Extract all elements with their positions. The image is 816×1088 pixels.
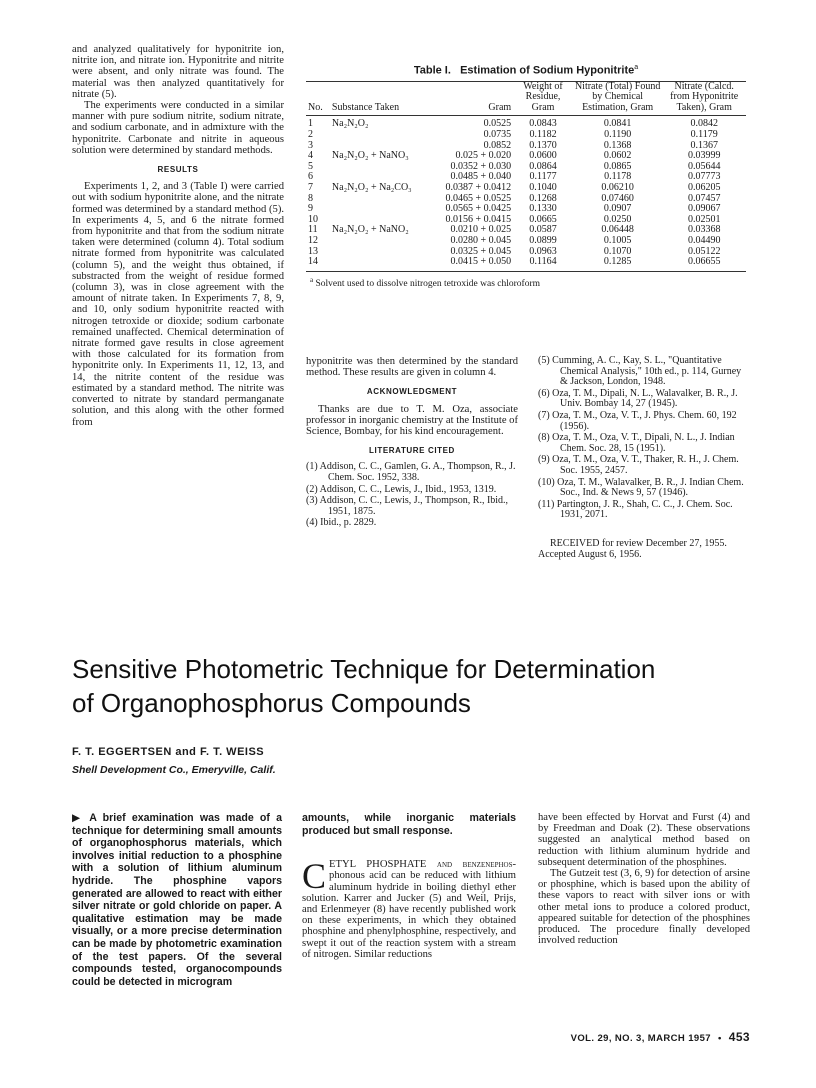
residue-cell: 0.1330 (529, 203, 557, 215)
substance-cell (330, 257, 444, 268)
article-middle-column (302, 812, 516, 960)
journal-issue: VOL. 29, NO. 3, MARCH 1957 (570, 1033, 711, 1044)
nitrate-found-cell: 0.0865 (603, 160, 632, 172)
table-row (306, 130, 746, 141)
gram-cell: 0.0465 + 0.0525 (445, 192, 512, 204)
substance-cell (330, 247, 444, 258)
nitrate-found-cell: 0.0602 (603, 150, 632, 162)
estimation-table (306, 82, 746, 268)
row-number: 11 (308, 224, 318, 236)
residue-cell: 0.1177 (529, 171, 557, 183)
residue-cell: 0.0963 (529, 245, 557, 257)
header-substance: Substance Taken (331, 101, 400, 113)
row-number: 6 (308, 171, 313, 183)
gram-cell: 0.0852 (483, 139, 512, 151)
table-row (306, 236, 746, 247)
table-block (306, 64, 746, 289)
residue-cell: 0.1370 (529, 139, 557, 151)
nitrate-calcd-cell: 0.1367 (690, 139, 718, 151)
table-bottom-rule (306, 271, 746, 272)
abstract (72, 812, 282, 988)
nitrate-calcd-cell: 0.05644 (687, 160, 721, 172)
table-title-mark: a (634, 64, 639, 71)
footnote-mark: a (310, 275, 314, 284)
nitrate-found-cell: 0.0250 (603, 213, 632, 225)
body-text: phonous acid can be reduced with lithium aluminum hydride in boiling diethyl ether solution. Karrer and Jucker (5) and Weil, Prijs, and Erlenmeyer (8) have recently published work on these experiments, in which they obtained phosphine and phenylphosphine, respectively, and swept it out of the reaction system with a stream of nitrogen. Similar reductions (302, 870, 516, 960)
gram-cell: 0.0156 + 0.0415 (445, 213, 512, 225)
table-title (306, 64, 746, 77)
gram-cell: 0.0352 + 0.030 (450, 160, 512, 172)
nitrate-found-cell: 0.1070 (603, 245, 632, 257)
nitrate-calcd-cell: 0.04490 (687, 234, 721, 246)
residue-cell: 0.1182 (529, 129, 557, 141)
nitrate-calcd-cell: 0.0842 (690, 118, 718, 130)
nitrate-calcd-cell: 0.05122 (687, 245, 721, 257)
table-label: Table I. (413, 64, 451, 77)
gram-cell: 0.0325 + 0.045 (450, 245, 512, 257)
table-row (306, 162, 746, 173)
row-number: 2 (308, 129, 313, 141)
residue-cell: 0.0899 (529, 234, 557, 246)
page-footer (571, 1030, 750, 1044)
substance-cell (330, 194, 444, 205)
nitrate-found-cell: 0.06210 (601, 182, 634, 193)
reference-item: (1) Addison, C. C., Gamlen, G. A., Thompson, R., J. Chem. Soc. 1952, 338. (306, 461, 516, 484)
abstract-marker: ▶ (72, 812, 84, 824)
table-row (306, 204, 746, 215)
table-row (306, 247, 746, 258)
residue-cell: 0.0665 (529, 213, 557, 225)
gram-cell: 0.0280 + 0.045 (450, 234, 512, 246)
nitrate-calcd-cell: 0.09067 (687, 203, 721, 215)
header-no: No. (308, 101, 323, 113)
nitrate-found-cell: 0.0841 (603, 118, 632, 130)
reference-item: (3) Addison, C. C., Lewis, J., Thompson, R., Ibid., 1951, 1875. (306, 495, 509, 517)
nitrate-calcd-cell: 0.06205 (687, 182, 721, 193)
gram-cell: 0.0525 (483, 118, 512, 130)
reference-item: (5) Cumming, A. C., Kay, S. L., "Quantitative Chemical Analysis," 10th ed., p. 114, Gurney & Jackson, London, 1948. (538, 355, 742, 388)
nitrate-found-cell: 0.1190 (604, 129, 632, 141)
row-number: 4 (308, 150, 313, 162)
residue-cell: 0.1164 (529, 256, 557, 268)
nitrate-calcd-cell: 0.06655 (687, 256, 721, 268)
row-number: 5 (308, 160, 313, 172)
residue-cell: 0.1268 (529, 192, 557, 204)
nitrate-found-cell: 0.1285 (603, 256, 632, 268)
gram-cell: 0.0415 + 0.050 (450, 256, 512, 268)
row-number: 14 (308, 256, 318, 268)
right-column (538, 356, 750, 560)
residue-cell: 0.0843 (529, 118, 557, 130)
row-number: 7 (308, 182, 313, 193)
body-intro: CETYL PHOSPHATE and benzenephos-phonous acid can be reduced with lithium aluminum hydride in boiling diethyl ether solution. Karrer and Jucker (5) and Weil, Prijs, and Erlenmeyer (8) have recently published work on these experiments, in which they obtained phosphine and phenylphosphine, respectively, and swept it out of the reaction system with a stream of nitrogen. Similar reductions (302, 856, 516, 960)
paragraph: The Gutzeit test (3, 6, 9) for detection of arsine or phosphine, which is based upon the ability of these vapors to react with silver ions or with other metal ions to produce a colored product, appeared suitable for detection of the phosphines produced. The procedure finally developed involved reduction (538, 868, 750, 947)
row-number: 10 (308, 213, 318, 225)
table-row (306, 194, 746, 205)
paragraph: Experiments 1, 2, and 3 (Table I) were carried out with sodium hyponitrite alone, and the nitrate formed was determined by a standard method (5). In experiments 4, 5, and 6 the nitrate formed from hyponitrite and that from the sodium nitrate taken were determined (column 4). Total sodium nitrate formed from hyponitrite was calculated (column 5), and the weight thus obtained, if substracted from the weight of residue formed (column 3), was in close agreement with the amount of nitrate taken. In Experiments 7, 8, 9, and 10, only sodium hyponitrite reacted with nitrogen tetroxide or dioxide; sodium carbonate remained unaffected. Chemical determination of nitrate formed gave results in close agreement with those calculated for its formation from hyponitrite only. In Experiments 11, 12, 13, and 14, the nitrite content of the residue was estimated by a standard method. The nitrite was converted to nitrate by standard permanganate solution, and this along with the other formed from (72, 181, 284, 428)
nitrate-found-cell: 0.07460 (601, 192, 634, 204)
nitrate-found-cell: 0.0907 (603, 203, 632, 215)
reference-item: (7) Oza, T. M., Oza, V. T., J. Phys. Chem. 60, 192 (1956). (538, 409, 737, 432)
reference-item: (9) Oza, T. M., Oza, V. T., Thaker, R. H., J. Chem. Soc. 1955, 2457. (538, 454, 739, 476)
gram-cell: 0.025 + 0.020 (455, 150, 512, 162)
reference-item: (8) Oza, T. M., Oza, V. T., Dipali, N. L., J. Indian Chem. Soc. 28, 15 (1951). (538, 432, 735, 454)
article-right-column (538, 812, 750, 946)
gram-cell: 0.0210 + 0.025 (450, 224, 512, 236)
substance-cell: Na₂N₂O₂ + NaNO₃ (331, 150, 409, 162)
paragraph: and analyzed qualitatively for hyponitrite ion, nitrite ion, and nitrate ion. Hyponitrite and nitrite were absent, and only nitrate was found. The material was then analyzed quantitatively for nitrate (5). (72, 44, 284, 100)
page-number: 453 (728, 1030, 750, 1044)
substance-cell (330, 162, 444, 173)
nitrate-found-cell: 0.1178 (604, 171, 632, 183)
row-number: 13 (308, 245, 318, 257)
table-body (306, 119, 746, 267)
reference-item: (2) Addison, C. C., Lewis, J., Ibid., 1953, 1319. (306, 483, 497, 495)
table-row (306, 151, 746, 162)
middle-column (306, 356, 518, 530)
gram-cell: 0.0735 (483, 129, 512, 141)
received-note: RECEIVED for review December 27, 1955. Accepted August 6, 1956. (538, 537, 727, 560)
substance-cell: Na₂N₂O₂ + Na₂CO₃ (331, 182, 412, 193)
article-title-line: of Organophosphorus Compounds (72, 688, 471, 718)
substance-cell (330, 130, 444, 141)
header-nitrate-calcd: Nitrate (Calcd. from Hyponitrite Taken), Gram (670, 80, 739, 113)
nitrate-calcd-cell: 0.07773 (687, 171, 721, 183)
affiliation: Shell Development Co., Emeryville, Calif. (72, 764, 276, 776)
reference-item: (4) Ibid., p. 2829. (306, 517, 377, 529)
residue-cell: 0.0864 (529, 160, 557, 172)
footnote-text: Solvent used to dissolve nitrogen tetroxide was chloroform (315, 278, 541, 289)
paragraph: have been effected by Horvat and Furst (4) and by Freedman and Doak (2). These observations suggested an analytical method based on reduction with lithium aluminum hydride and subsequent determination of the phosphines. (538, 812, 750, 868)
nitrate-found-cell: 0.1005 (603, 234, 632, 246)
gram-cell: 0.0565 + 0.0425 (445, 203, 512, 215)
row-number: 3 (308, 139, 313, 151)
table-row (306, 225, 746, 236)
nitrate-calcd-cell: 0.07457 (687, 192, 721, 204)
paragraph: The experiments were conducted in a similar manner with pure sodium nitrite, sodium nitrate, and sodium carbonate, and in admixture with the hyponitrite. Carbonate and nitrite in aqueous solution were determined by standard methods. (72, 100, 284, 156)
reference-item: (11) Partington, J. R., Shah, C. C., J. Chem. Soc. 1931, 2071. (538, 498, 733, 521)
substance-cell: Na₂N₂O₂ (331, 118, 369, 130)
footer-bullet: • (717, 1033, 722, 1044)
substance-cell (330, 204, 444, 215)
nitrate-calcd-cell: 0.03368 (687, 224, 721, 236)
header-gram: Gram (488, 101, 512, 113)
header-weight: Weight of Residue, Gram (523, 80, 563, 113)
gram-cell: 0.0387 + 0.0412 (445, 182, 512, 193)
drop-cap: C (302, 856, 327, 897)
acknowledgment-text: Thanks are due to T. M. Oza, associate professor in inorganic chemistry at the Institute of Science, Bombay, for his kind encouragement. (306, 403, 518, 438)
row-number: 9 (308, 203, 313, 215)
results-heading: RESULTS (157, 165, 199, 175)
table-footnote (306, 276, 746, 289)
table-row (306, 183, 746, 194)
left-top-column (72, 44, 284, 428)
reference-list (538, 356, 750, 521)
authors: F. T. EGGERTSEN and F. T. WEISS (72, 746, 265, 758)
row-number: 12 (308, 234, 318, 246)
row-number: 8 (308, 192, 313, 204)
nitrate-found-cell: 0.1368 (603, 139, 632, 151)
article-title (72, 652, 762, 720)
literature-heading: LITERATURE CITED (369, 446, 455, 456)
residue-cell: 0.0600 (529, 150, 557, 162)
paragraph: hyponitrite was then determined by the standard method. These results are given in column 4. (306, 356, 518, 379)
nitrate-calcd-cell: 0.1179 (690, 129, 718, 141)
reference-item: (10) Oza, T. M., Walavalker, B. R., J. Indian Chem. Soc., Ind. & News 9, 57 (1946). (538, 476, 744, 499)
nitrate-calcd-cell: 0.03999 (687, 150, 721, 162)
nitrate-calcd-cell: 0.02501 (687, 213, 721, 225)
body-lead-smallcaps: ETYL PHOSPHATE and benzenephos (329, 859, 513, 871)
residue-cell: 0.1040 (529, 182, 557, 193)
reference-item: (6) Oza, T. M., Dipali, N. L., Walavalker, B. R., J. Univ. Bombay 14, 27 (1945). (538, 387, 738, 410)
gram-cell: 0.0485 + 0.040 (450, 171, 512, 183)
table-row (306, 257, 746, 268)
row-number: 1 (308, 118, 313, 130)
substance-cell (330, 236, 444, 247)
nitrate-found-cell: 0.06448 (601, 224, 634, 236)
article-title-line: Sensitive Photometric Technique for Determination (72, 654, 656, 684)
substance-cell: Na₂N₂O₂ + NaNO₂ (331, 224, 409, 236)
header-nitrate-found: Nitrate (Total) Found by Chemical Estimation, Gram (574, 80, 661, 113)
table-row (306, 119, 746, 130)
abstract-continued: amounts, while inorganic materials produced but small response. (302, 812, 516, 837)
acknowledgment-heading: ACKNOWLEDGMENT (366, 387, 458, 397)
reference-list (306, 462, 518, 529)
table-title-text: Estimation of Sodium Hyponitrite (460, 64, 635, 77)
abstract-text: A brief examination was made of a technique for determining small amounts of organophosphorus materials, which involves initial reduction to a phosphine with a solution of lithium aluminum hydride. The phosphine vapors generated are allowed to react with either silver nitrate or gold chloride on paper. A qualitative estimation may be made visually, or a more precise determination can be made by photometric examination of the test papers. Of the several compounds tested, organocompounds could be detected in microgram (72, 812, 282, 988)
residue-cell: 0.0587 (529, 224, 557, 236)
